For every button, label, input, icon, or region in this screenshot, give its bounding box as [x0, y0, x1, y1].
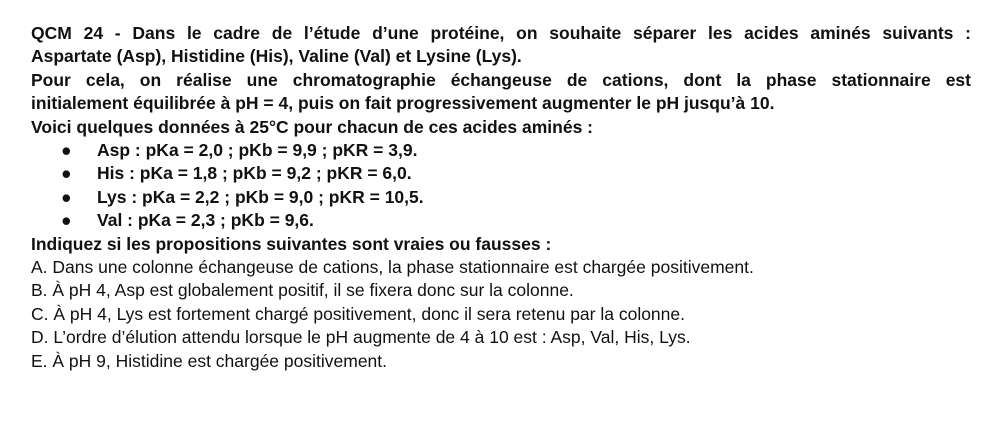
bullet-icon: ●: [61, 140, 72, 161]
proposition-c: C. À pH 4, Lys est fortement chargé positivement, donc il sera retenu par la colonne.: [31, 303, 685, 324]
amino-acid-text: Asp : pKa = 2,0 ; pKb = 9,9 ; pKR = 3,9.: [97, 140, 418, 161]
amino-acid-item-asp: [31, 139, 971, 162]
amino-acid-item-his: [31, 162, 971, 185]
question-header-line-2: Aspartate (Asp), Histidine (His), Valine (Val) et Lysine (Lys).: [31, 46, 522, 67]
amino-acid-item-lys: [31, 186, 971, 209]
method-line-1: Pour cela, on réalise une chromatographie échangeuse de cations, dont la phase stationnaire est: [31, 69, 971, 90]
proposition-e: E. À pH 9, Histidine est chargée positivement.: [31, 350, 388, 371]
question-header-line-1: QCM 24 - Dans le cadre de l’étude d’une protéine, on souhaite séparer les acides aminés suivants :: [31, 23, 971, 43]
bullet-icon: ●: [61, 163, 72, 184]
proposition-b: B. À pH 4, Asp est globalement positif, il se fixera donc sur la colonne.: [31, 280, 574, 301]
amino-acid-item-val: [31, 209, 971, 232]
amino-acid-text: Val : pKa = 2,3 ; pKb = 9,6.: [97, 210, 314, 231]
bullet-icon: ●: [61, 210, 72, 231]
proposition-a: A. Dans une colonne échangeuse de cations, la phase stationnaire est chargée positivement.: [31, 257, 754, 278]
data-intro: Voici quelques données à 25°C pour chacun de ces acides aminés :: [31, 116, 593, 137]
amino-acid-list: [31, 139, 971, 233]
amino-acid-text: His : pKa = 1,8 ; pKb = 9,2 ; pKR = 6,0.: [97, 163, 412, 184]
method-line-2: initialement équilibrée à pH = 4, puis on fait progressivement augmenter le pH jusqu’à 10.: [31, 93, 775, 114]
question-block: [31, 22, 971, 373]
instruction: Indiquez si les propositions suivantes sont vraies ou fausses :: [31, 233, 552, 254]
amino-acid-text: Lys : pKa = 2,2 ; pKb = 9,0 ; pKR = 10,5.: [97, 186, 424, 207]
bullet-icon: ●: [61, 186, 72, 207]
proposition-d: D. L’ordre d’élution attendu lorsque le pH augmente de 4 à 10 est : Asp, Val, His, Lys.: [31, 327, 691, 348]
